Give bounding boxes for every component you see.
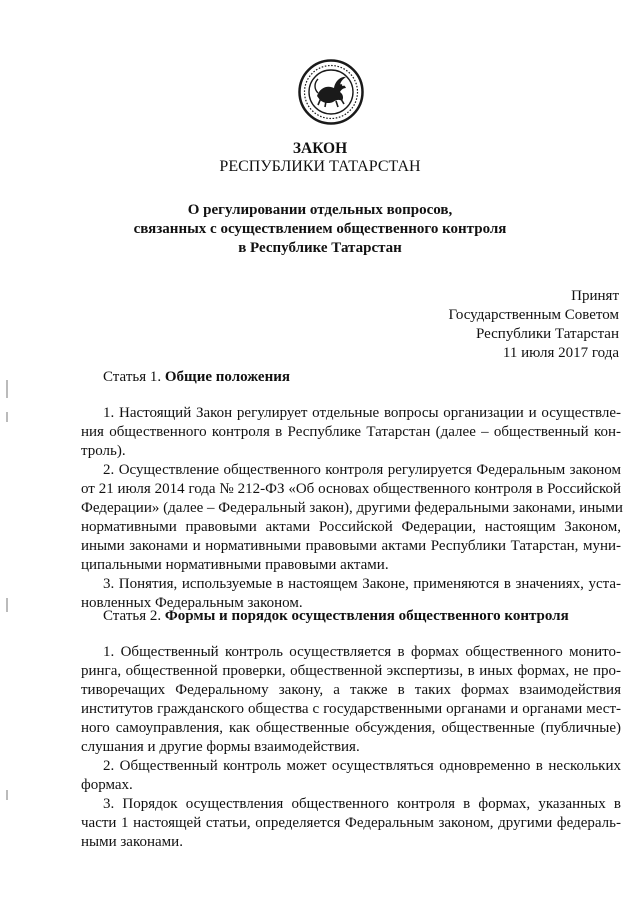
text-line: 1. Общественный контроль осуществляется в формах общественного монито- [103, 644, 621, 660]
scan-mark [6, 790, 8, 800]
text-line: ного самоуправления, как общественные обсуждения, общественные (публичные) [81, 720, 621, 736]
text-line: 1. Настоящий Закон регулирует отдельные вопросы организации и осуществле- [103, 405, 621, 421]
article-prefix: Статья 2. [103, 608, 162, 624]
text-line: троль). [81, 443, 126, 459]
adoption-block [449, 287, 620, 363]
text-line: 2. Осуществление общественного контроля регулируется Федеральным законом [103, 462, 621, 478]
adoption-line: Республики Татарстан [475, 326, 619, 342]
article-title: Формы и порядок осуществления общественного контроля [164, 608, 569, 624]
text-line: институтов гражданского общества с государственными органами и органами мест- [81, 701, 621, 717]
scan-mark [6, 412, 8, 422]
adoption-line: Принят [571, 288, 619, 304]
article-1-paragraph-2 [81, 461, 621, 575]
scan-mark [6, 380, 8, 398]
text-line: формах. [81, 777, 133, 793]
law-title-line: связанных с осуществлением общественного контроля [133, 221, 507, 237]
text-line: 3. Порядок осуществления общественного контроля в формах, указанных в [103, 796, 621, 812]
article-2-paragraph-3 [81, 795, 621, 852]
article-2-paragraph-2 [81, 757, 621, 795]
text-line: иными законами и нормативными правовыми актами Республики Татарстан, муни- [81, 538, 621, 554]
text-line: ринга, общественной проверки, общественной экспертизы, в иных формах, не про- [81, 663, 621, 679]
scan-mark [6, 598, 8, 612]
article-title: Общие положения [164, 369, 290, 385]
article-prefix: Статья 1. [103, 369, 162, 385]
text-line: ными законами. [81, 834, 183, 850]
text-line: Федерации» (далее – Федеральный закон), другими федеральными законами, иными [81, 500, 623, 516]
text-line: части 1 настоящей статьи, определяется Федеральным законом, другими федераль- [81, 815, 621, 831]
law-title [0, 201, 640, 258]
republic-heading: РЕСПУБЛИКИ ТАТАРСТАН [219, 158, 421, 175]
text-line: 3. Понятия, используемые в настоящем Законе, применяются в значениях, уста- [103, 576, 621, 592]
adoption-date: 11 июля 2017 года [502, 345, 619, 361]
article-2-heading [103, 607, 569, 626]
adoption-line: Государственным Советом [448, 307, 619, 323]
text-line: новленных Федеральным законом. [81, 595, 303, 611]
article-1-paragraph-1 [81, 404, 621, 461]
document-type-heading: ЗАКОН [292, 140, 348, 157]
text-line: ципальными нормативными правовыми актами. [81, 557, 389, 573]
article-2-paragraph-1 [81, 643, 621, 757]
law-title-line: в Республике Татарстан [238, 240, 402, 256]
law-title-line: О регулировании отдельных вопросов, [187, 202, 453, 218]
article-1-heading [103, 368, 290, 387]
text-line: тиворечащих Федеральному закону, а также в таких формах взаимодействия [81, 682, 621, 698]
tatarstan-coat-of-arms-icon [298, 59, 364, 125]
text-line: от 21 июля 2014 года № 212-ФЗ «Об основах общественного контроля в Российской [81, 481, 621, 497]
text-line: нормативными правовыми актами Российской Федерации, настоящим Законом, [81, 519, 621, 535]
text-line: 2. Общественный контроль может осуществляться одновременно в нескольких [103, 758, 621, 774]
text-line: ния общественного контроля в Республике Татарстан (далее – общественный кон- [81, 424, 621, 440]
text-line: слушания и другие формы взаимодействия. [81, 739, 360, 755]
